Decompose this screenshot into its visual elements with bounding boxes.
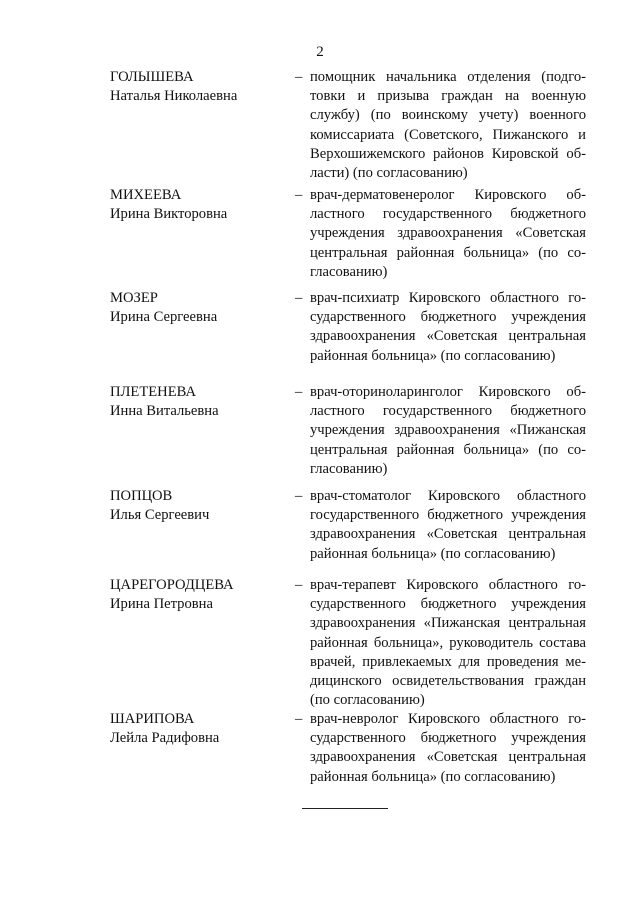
member-given-names: Ирина Викторовна (110, 206, 228, 223)
member-name (110, 487, 280, 525)
dash-separator: – (295, 187, 303, 203)
role-line: ласти) (по согласованию) (310, 165, 468, 182)
role-line: товки и призыва граждан на военную (310, 88, 586, 105)
member-given-names: Илья Сергеевич (110, 507, 210, 524)
closing-rule (302, 808, 388, 809)
member-given-names: Ирина Сергеевна (110, 309, 218, 326)
role-line: ластного государственного бюджетного (310, 206, 586, 223)
role-line: здравоохранения «Советская центральная (310, 328, 586, 345)
member-surname: ГОЛЫШЕВА (110, 69, 194, 85)
role-line: дицинского освидетельствования граждан (310, 673, 586, 690)
role-line: врач-стоматолог Кировского областного (310, 488, 586, 504)
member-surname: МОЗЕР (110, 290, 158, 306)
role-line: сударственного бюджетного учреждения (310, 596, 586, 613)
member-role (310, 383, 586, 479)
member-surname: ЦАРЕГОРОДЦЕВА (110, 577, 234, 593)
role-line: врач-психиатр Кировского областного го- (310, 290, 586, 306)
role-line: врач-оториноларинголог Кировского об- (310, 384, 586, 400)
member-role (310, 289, 586, 366)
role-line: ластного государственного бюджетного (310, 403, 586, 420)
member-surname: ПЛЕТЕНЕВА (110, 384, 196, 400)
role-line: районная больница», руководитель состава (310, 634, 586, 651)
member-role (310, 68, 586, 183)
dash-separator: – (295, 711, 303, 727)
role-line: центральная районная больница» (по со- (310, 244, 586, 261)
role-line: здравоохранения «Пижанская центральная (310, 615, 586, 632)
dash-separator: – (295, 290, 303, 306)
member-surname: МИХЕЕВА (110, 187, 182, 203)
member-name (110, 186, 280, 224)
member-role (310, 576, 586, 710)
role-line: здравоохранения «Советская центральная (310, 749, 586, 766)
role-line: гласованию) (310, 263, 388, 280)
role-line: районная больница» (по согласованию) (310, 768, 556, 785)
role-line: (по согласованию) (310, 692, 425, 709)
role-line: районная больница» (по согласованию) (310, 347, 556, 364)
member-name (110, 68, 280, 106)
role-line: районная больница» (по согласованию) (310, 545, 556, 562)
member-name (110, 383, 280, 421)
role-line: врач-терапевт Кировского областного го- (310, 577, 586, 593)
role-line: службу) (по воинскому учету) военного (310, 107, 586, 124)
role-line: врач-невролог Кировского областного го- (310, 711, 586, 727)
role-line: помощник начальника отделения (подго- (310, 69, 586, 85)
member-role (310, 487, 586, 564)
role-line: Верхошижемского районов Кировской об- (310, 145, 586, 162)
member-surname: ПОПЦОВ (110, 488, 173, 504)
member-name (110, 576, 280, 614)
role-line: врачей, привлекаемых для проведения ме- (310, 653, 586, 670)
member-role (310, 710, 586, 787)
role-line: центральная районная больница» (по со- (310, 441, 586, 458)
member-given-names: Ирина Петровна (110, 596, 213, 613)
role-line: учреждения здравоохранения «Советская (310, 225, 586, 242)
role-line: комиссариата (Советского, Пижанского и (310, 126, 586, 143)
dash-separator: – (295, 577, 303, 593)
role-line: врач-дерматовенеролог Кировского об- (310, 187, 586, 203)
member-surname: ШАРИПОВА (110, 711, 195, 727)
role-line: здравоохранения «Советская центральная (310, 526, 586, 543)
role-line: гласованию) (310, 460, 388, 477)
member-role (310, 186, 586, 282)
dash-separator: – (295, 384, 303, 400)
member-name (110, 289, 280, 327)
member-given-names: Наталья Николаевна (110, 88, 238, 105)
page-number: 2 (316, 44, 324, 60)
role-line: сударственного бюджетного учреждения (310, 309, 586, 326)
member-given-names: Инна Витальевна (110, 403, 219, 420)
dash-separator: – (295, 488, 303, 504)
role-line: государственного бюджетного учреждения (310, 507, 586, 524)
member-given-names: Лейла Радифовна (110, 730, 220, 747)
role-line: сударственного бюджетного учреждения (310, 730, 586, 747)
role-line: учреждения здравоохранения «Пижанская (310, 422, 586, 439)
dash-separator: – (295, 69, 303, 85)
member-name (110, 710, 280, 748)
